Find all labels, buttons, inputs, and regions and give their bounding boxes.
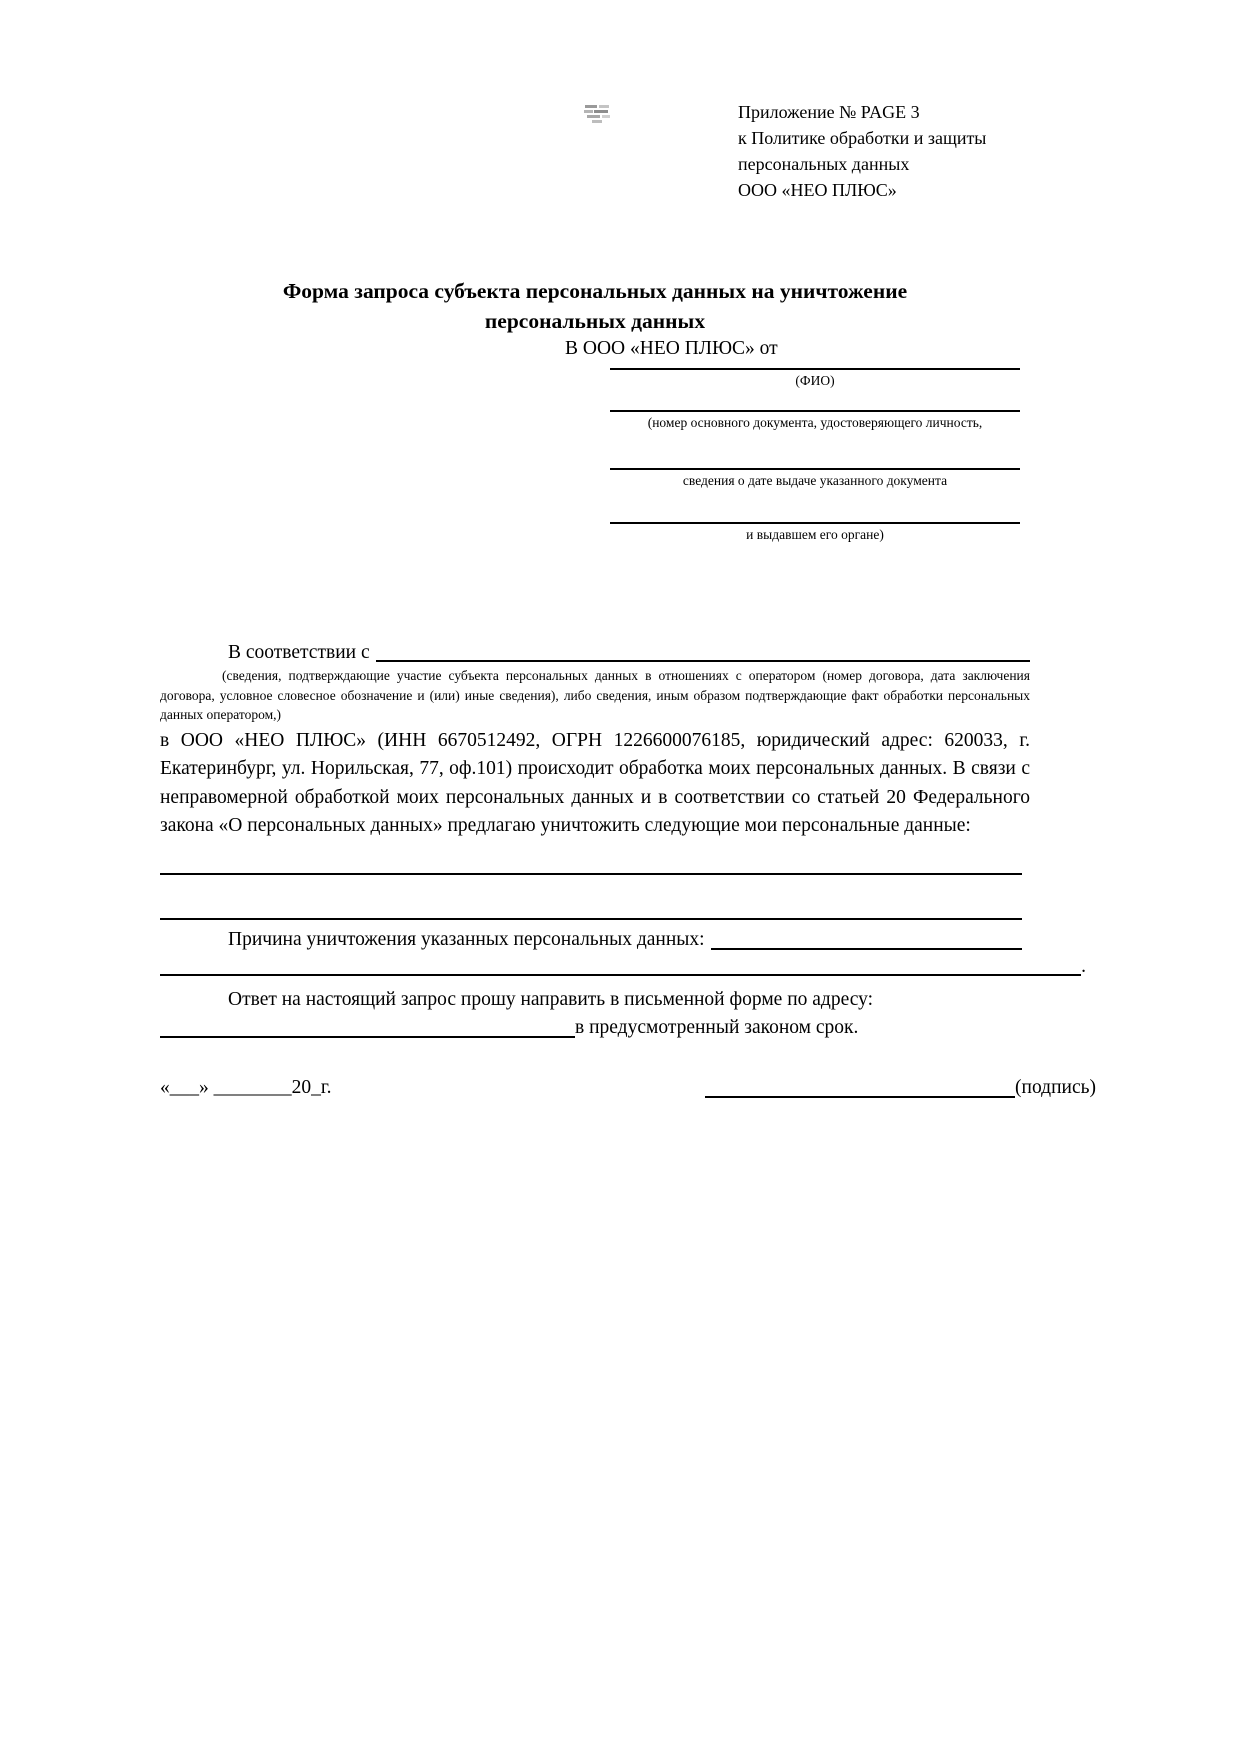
date-blank[interactable]: «___» ________20_г. [160,1076,332,1098]
issue-date-field [610,468,1020,490]
reason-blank-line[interactable] [711,948,1022,950]
signature-line[interactable] [705,1096,1015,1098]
appendix-line: ООО «НЕО ПЛЮС» [738,180,897,200]
issuing-authority-caption: и выдавшем его органе) [746,527,884,542]
form-title [160,276,1030,336]
accordance-note: (сведения, подтверждающие участие субъекта персональных данных в отношениях с оператором (номер договора, дата заключения договора, условное словесное обозначение и (или) иные сведения), либо сведения, иным образом подтверждающие факт обработки персональных данных оператором,) [160,668,1030,722]
document-body [160,276,1096,1102]
issue-date-caption: сведения о дате выдаче указанного документа [682,473,948,488]
fio-field [610,368,1020,390]
form-title-line-1: Форма запроса субъекта персональных данных на уничтожение [282,279,908,303]
reason-row [160,926,1022,954]
reason-continuation-row [160,954,1086,980]
personal-data-blank-line-1[interactable] [160,841,1022,875]
issuing-authority-field [610,522,1020,544]
appendix-line: к Политике обработки и защиты [738,128,987,148]
field-code-artifact-icon [584,104,614,124]
date-signature-row [160,1074,1096,1102]
form-title-line-2: персональных данных [484,309,706,333]
response-address-row [160,1014,1030,1042]
accordance-row [160,640,1030,666]
personal-data-blank-line-2[interactable] [160,875,1022,920]
signature-group [705,1074,1096,1102]
appendix-line: Приложение № PAGE 3 [738,102,920,122]
accordance-label: В соответствии с [228,642,370,663]
fio-caption: (ФИО) [795,373,835,388]
addressee-line: В ООО «НЕО ПЛЮС» от [565,338,778,359]
appendix-header [738,99,986,203]
accordance-blank-line[interactable] [376,660,1030,662]
main-paragraph: в ООО «НЕО ПЛЮС» (ИНН 6670512492, ОГРН 1226600076185, юридический адрес: 620033, г. Екатеринбург, ул. Норильская, 77, оф.101) происходит обработка моих персональных данных. В связи с неправомерной обработкой моих персональных данных и в соответствии со статьей 20 Федерального закона «О персональных данных» предлагаю уничтожить следующие мои персональные данные: [160,729,1030,836]
reason-label: Причина уничтожения указанных персональных данных: [228,928,705,950]
identity-fields [610,368,1020,544]
appendix-line: персональных данных [738,154,910,174]
address-blank-line[interactable] [160,1036,575,1038]
document-number-caption: (номер основного документа, удостоверяющего личность, [647,415,983,430]
reason-continuation-line[interactable] [160,974,1081,976]
response-intro: Ответ на настоящий запрос прошу направить в письменной форме по адресу: [228,988,874,1010]
document-number-field [610,410,1020,432]
reason-terminator: . [1081,955,1086,977]
signature-caption: (подпись) [1015,1076,1096,1098]
response-suffix: в предусмотренный законом срок. [575,1016,859,1038]
